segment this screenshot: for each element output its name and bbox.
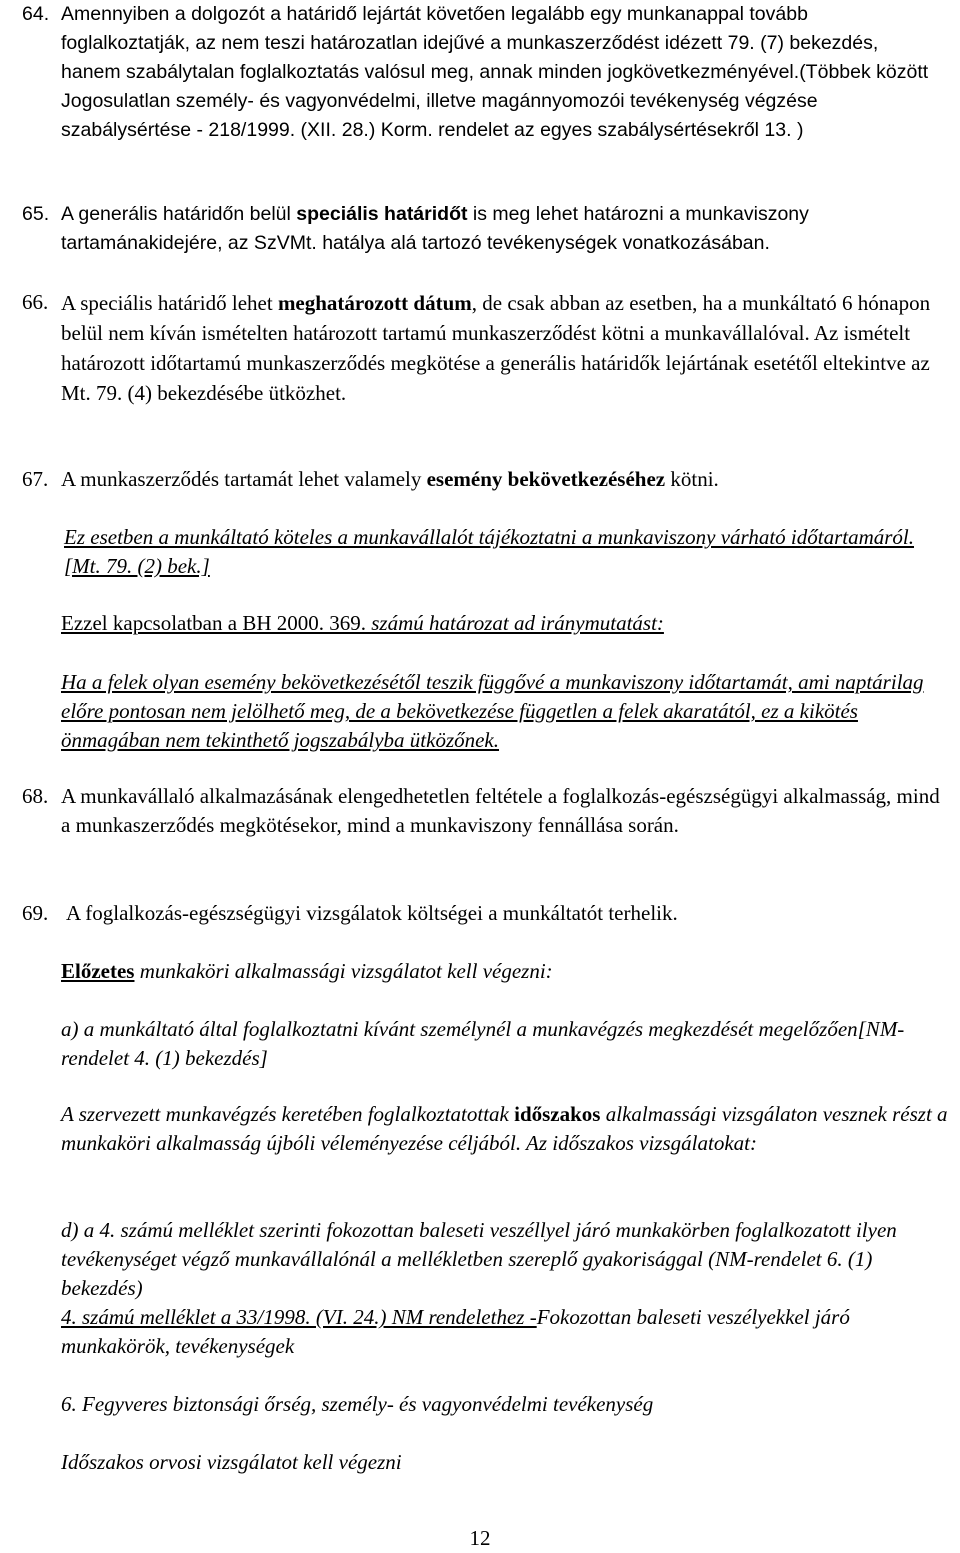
text-run: A speciális határidő lehet [61,291,278,315]
text-run: , de csak abban az esetben, ha a munkáltató 6 hónapon belül nem kíván ismételten határozott tartamú munkaszerződést kötni a munkavállalóval. Az ismételt határozott időtartamú munkaszerződés megkötése a generális határidők lejártának esetétől eltekintve az Mt. 79. (4) bekezdésébe ütközhet. [61,291,931,405]
text-run: A munkaszerződés tartamát lehet valamely [61,467,427,491]
paragraph-67-text [61,465,951,494]
annex-4-link: 4. számú melléklet a 33/1998. (VI. 24.) NM rendelethez - [61,1305,537,1329]
text-run: munkaköri alkalmassági vizsgálatot kell végezni: [134,959,553,983]
quote-block [61,668,954,755]
paragraph-64-text [61,0,941,145]
quote-text: Ha a felek olyan esemény bekövetkezésétől teszik függővé a munkaviszony időtartamát, ami naptárilag előre pontosan nem jelölhető meg, de a bekövetkezése független a felek akaratától, ez a kikötés önmagában nem tekinthető jogszabályba ütközőnek. [61,670,924,752]
paragraph-65-text [61,200,951,258]
paragraph-number: 66. [22,290,49,314]
text-run: kötni. [665,467,719,491]
paragraph-64-reference: (Többek között Jogosulatlan személy- és vagyonvédelmi, illetve magánnyomozói tevékenység végzése szabálysértése - 218/1999. (XII. 28.) Korm. rendelet az egyes szabálysértésekről 13. ) [61,61,929,141]
text-run: Fokozottan baleseti veszélyekkel járó munkakörök, tevékenységek [61,1305,850,1358]
last-line-text: Időszakos orvosi vizsgálatot kell végezni [61,1450,402,1474]
mt-reference-note: Ez esetben a munkáltató köteles a munkavállalót tájékoztatni a munkaviszony várható időtartamáról. [Mt. 79. (2) bek.] [64,525,914,578]
bh-reference [61,609,954,638]
paragraph-69-text: A foglalkozás-egészségügyi vizsgálatok költségei a munkáltatót terhelik. [66,901,678,925]
paragraph-number: 68. [22,784,49,808]
elozetes-line [61,957,954,986]
paragraph-68-text: A munkavállaló alkalmazásának elengedhetetlen feltétele a foglalkozás-egészségügyi alkalmasság, mind a munkaszerződés megkötésekor, mind a munkaviszony fennállása során. [61,784,940,837]
item-d [61,1216,954,1303]
paragraph-66-text [61,288,951,408]
text-run: (1) bekezdés) [61,1247,873,1300]
paragraph-number: 65. [22,203,50,225]
szervezett-paragraph [61,1100,954,1158]
item-6-text: 6. Fegyveres biztonsági őrség, személy- és vagyonvédelmi tevékenység [61,1392,654,1416]
bh-citation-rest: számú határozat ad iránymutatást: [366,611,664,635]
page-number: 12 [469,1526,491,1550]
paragraph-64-main: Amennyiben a dolgozót a határidő lejártát követően legalább egy munkanappal tovább foglalkoztatják, az nem teszi határozatlan idejűvé a munkaszerződést idézett 79. (7) bekezdés, hanem szabálytalan foglalkoztatás valósul meg, annak minden jogkövetkezményével. [61,3,879,83]
text-run: A szervezett munkavégzés keretében foglalkoztatottak [61,1102,515,1126]
item-6 [61,1390,954,1419]
bh-citation: Ezzel kapcsolatban a BH 2000. 369. [61,611,366,635]
paragraph-number: 67. [22,467,49,491]
bold-term: Előzetes [61,959,135,983]
paragraph-number: 69. [22,901,49,925]
bold-term: időszakos [514,1102,601,1126]
text-run: is meg lehet határozni a munkaviszony tartamánakidejére, az SzVMt. hatálya alá tartozó tevékenységek vonatkozásában. [61,203,809,254]
item-a-text: a) a munkáltató által foglalkoztatni kívánt személynél a munkavégzés megkezdését megelőzően[NM-rendelet 4. (1) bekezdés] [61,1017,905,1070]
bold-term: esemény bekövetkezéséhez [426,467,666,491]
bold-term: meghatározott dátum [277,291,472,315]
item-a [61,1015,954,1073]
bold-term: speciális határidőt [296,203,468,225]
text-run: alkalmassági vizsgálaton vesznek részt a munkaköri alkalmasság újbóli véleményezése céljából. Az időszakos vizsgálatokat: [61,1102,948,1155]
paragraph-number: 64. [22,3,50,25]
text-run: A generális határidőn belül [61,203,297,225]
text-run: d) a 4. számú melléklet szerinti fokozottan baleseti veszéllyel járó munkakörben foglalkozatott ilyen tevékenységet végző munkavállalónál a mellékletben szereplő gyakorisággal (NM-rendelet 6. [61,1218,897,1271]
annex-4-reference [61,1303,954,1361]
last-line [61,1448,954,1477]
note-italic-underlined [64,523,954,581]
